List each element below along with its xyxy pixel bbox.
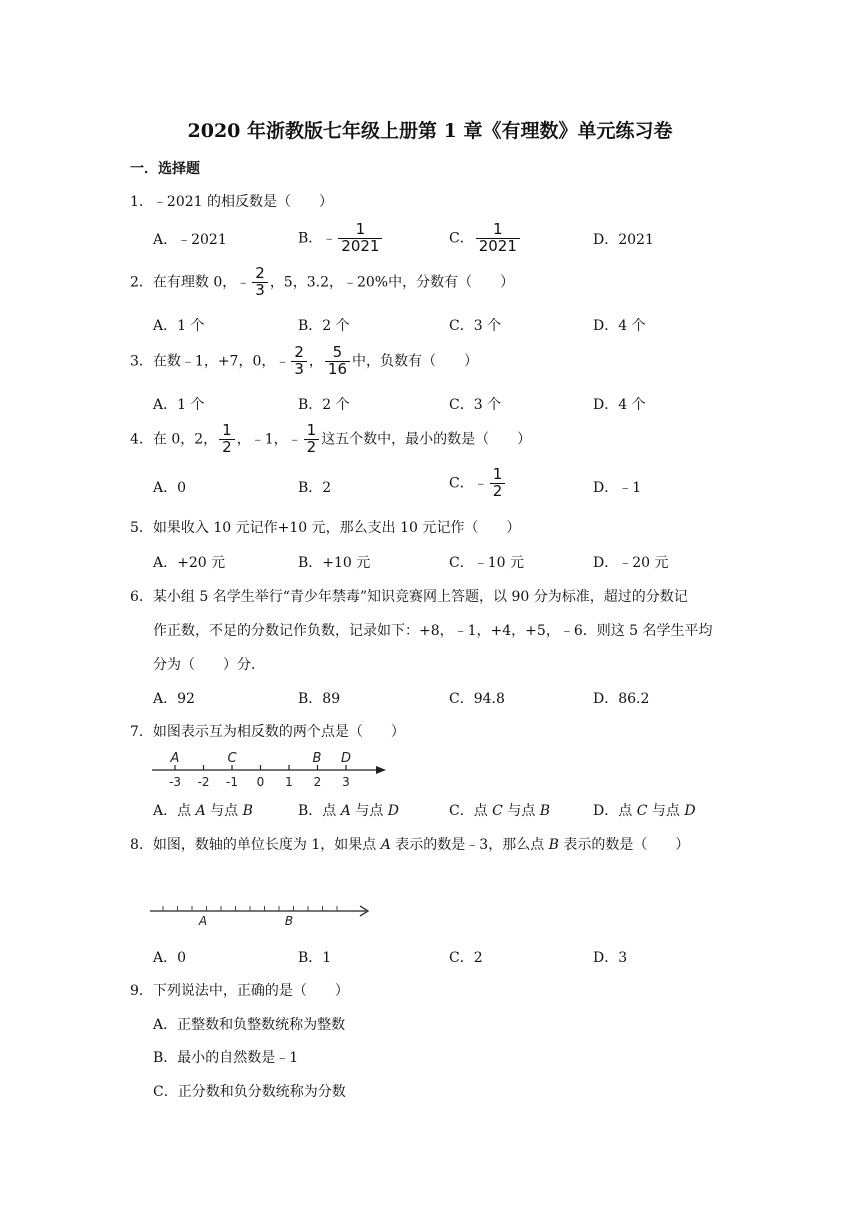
question-5-option-b: B．+10 元 [298,555,371,571]
question-8-option-d: D．3 [593,950,628,966]
question-5-option-c: C．﹣10 元 [449,555,524,571]
point-label-c: C [227,751,237,766]
number-line-figure-q8 [146,898,376,930]
fraction: $\frac{1}{2021}$ [338,222,382,255]
fraction: $\frac{2}{3}$ [291,345,307,378]
question-4-option-a: A．0 [153,480,187,496]
question-9-stem: 9．下列说法中，正确的是（ ） [130,983,349,999]
question-6-option-d: D．86.2 [593,691,650,707]
fraction: $\frac{2}{3}$ [252,266,268,299]
page-title: 2020 年浙教版七年级上册第 1 章《有理数》单元练习卷 [187,120,673,142]
question-1-option-a: A．﹣2021 [153,232,227,248]
question-1-option-c: C． $\frac{1}{2021}$ [449,222,522,255]
question-4-option-d: D．﹣1 [593,480,642,496]
question-4-stem: 4．在 0，2， $\frac{1}{2}$ ，﹣1，﹣ $\frac{1}{2}$ 这五个数中，最小的数是（ ） [130,421,532,456]
question-8-option-c: C．2 [449,950,483,966]
tick-label: -2 [197,775,210,789]
question-2-option-a: A．1 个 [153,318,205,334]
question-1-option-b: B．﹣ $\frac{1}{2021}$ [298,222,384,255]
point-label-b: B [312,751,322,766]
question-7-option-d: D．点 C 与点 D [593,803,696,819]
tick-label: -3 [169,775,181,789]
fraction: $\frac{5}{16}$ [325,345,350,378]
question-5-stem: 5．如果收入 10 元记作+10 元，那么支出 10 元记作（ ） [130,520,521,536]
question-4-option-b: B．2 [298,480,332,496]
question-8-option-b: B．1 [298,950,332,966]
question-1-stem: 1．﹣2021 的相反数是（ ） [130,194,333,210]
question-5-option-a: A．+20 元 [153,555,226,571]
point-label-a: A [170,751,180,766]
question-8-stem: 8．如图，数轴的单位长度为 1，如果点 A 表示的数是﹣3，那么点 B 表示的数是（ ） [130,837,690,853]
question-2-option-d: D．4 个 [593,318,646,334]
question-3-option-a: A．1 个 [153,397,205,413]
fraction: $\frac{1}{2}$ [304,423,320,456]
question-9-option-a: A．正整数和负整数统称为整数 [153,1017,346,1033]
question-7-option-a: A．点 A 与点 B [153,803,253,819]
fraction: $\frac{1}{2}$ [490,467,506,500]
question-9-option-c: C．正分数和负分数统称为分数 [153,1084,346,1100]
question-2-option-b: B．2 个 [298,318,350,334]
question-3-option-b: B．2 个 [298,397,350,413]
tick-group [169,765,350,789]
question-6-option-a: A．92 [153,691,195,707]
tick-label: 2 [313,775,322,789]
number-line-figure-q7 [148,748,393,790]
question-1-option-d: D．2021 [593,232,654,248]
question-2-option-c: C．3 个 [449,318,502,334]
question-4-option-c: C．﹣ $\frac{1}{2}$ [449,467,507,500]
question-7-option-c: C．点 C 与点 B [449,803,551,819]
point-label-group [198,914,293,928]
question-6-stem-line-3: 分为（ ）分． [153,657,265,673]
question-3-option-c: C．3 个 [449,397,502,413]
point-label-a: A [198,914,208,928]
question-5-option-d: D．﹣20 元 [593,555,669,571]
section-heading: 一．选择题 [130,161,200,177]
question-9-option-b: B．最小的自然数是﹣1 [153,1050,299,1066]
point-label-b: B [284,914,294,928]
question-8-option-a: A．0 [153,950,187,966]
arrow-head-icon [376,766,386,774]
question-3-option-d: D．4 个 [593,397,646,413]
question-6-stem-line-1: 6．某小组 5 名学生举行“青少年禁毒”知识竞赛网上答题，以 90 分为标准，超过的分数记 [130,589,688,605]
fraction: $\frac{1}{2}$ [219,423,235,456]
question-6-option-b: B．89 [298,691,341,707]
tick-label: -1 [226,775,238,789]
tick-label: 0 [256,775,265,789]
point-label-group [170,751,351,766]
tick-label: 3 [342,775,350,789]
question-2-stem: 2．在有理数 0，﹣ $\frac{2}{3}$ ，5，3.2，﹣20%中，分数有（ ） [130,264,515,299]
question-6-stem-line-2: 作正数，不足的分数记作负数，记录如下：+8，﹣1，+4，+5，﹣6．则这 5 名学生平均 [153,623,713,639]
point-label-d: D [340,751,352,766]
question-6-option-c: C．94.8 [449,691,505,707]
question-3-stem: 3．在数﹣1，+7，0，﹣ $\frac{2}{3}$ ， $\frac{5}{16}$ 中，负数有（ ） [130,343,478,378]
question-7-stem: 7．如图表示互为相反数的两个点是（ ） [130,724,405,740]
tick-group [163,906,337,911]
tick-label: 1 [285,775,293,789]
question-7-option-b: B．点 A 与点 D [298,803,400,819]
fraction: $\frac{1}{2021}$ [476,222,520,255]
